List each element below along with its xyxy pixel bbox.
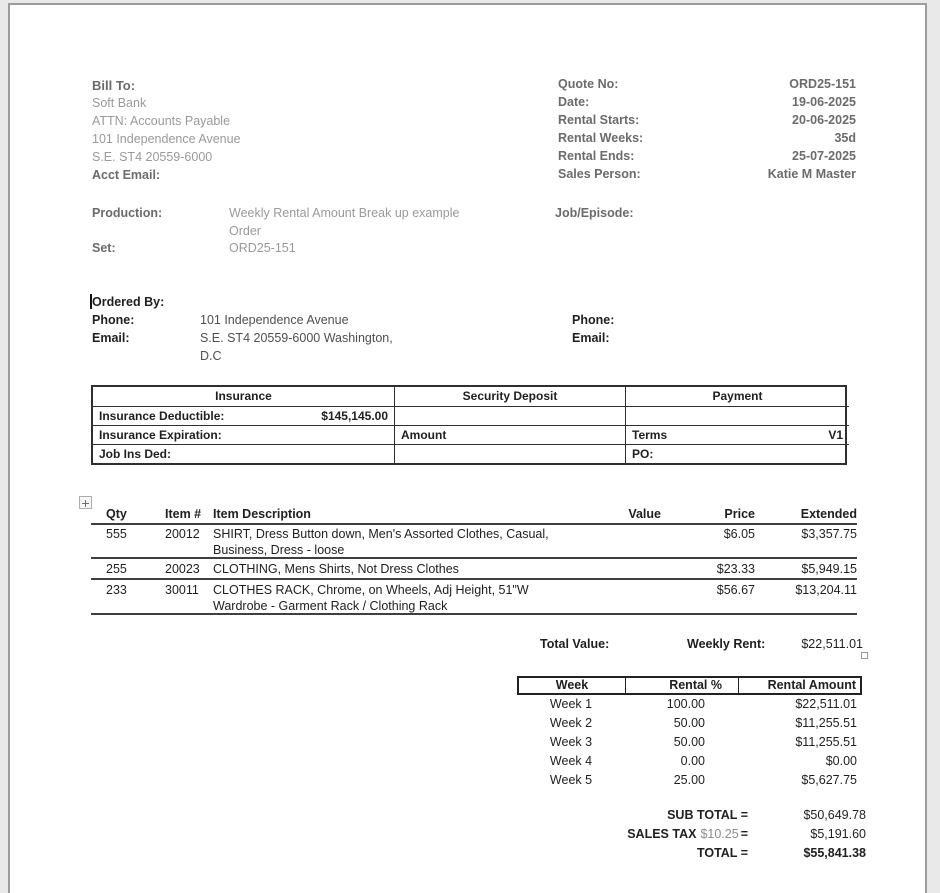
- rental-ends-value: 25-07-2025: [792, 149, 856, 163]
- week-amount: $22,511.01: [795, 697, 857, 711]
- weekly-rent-value: $22,511.01: [801, 637, 863, 651]
- security-deposit-empty-cell: [395, 406, 626, 425]
- week-header: Week: [555, 678, 589, 692]
- items-row-rule: [91, 578, 857, 580]
- set-label: Set:: [92, 241, 116, 255]
- total-value: $55,841.38: [803, 846, 866, 860]
- week-name: Week 3: [549, 735, 593, 749]
- sales-tax-equals: =: [740, 827, 748, 841]
- bill-to-label: Bill To:: [92, 78, 136, 93]
- email-value-line2: D.C: [200, 349, 222, 363]
- extended-header: Extended: [800, 507, 857, 521]
- week-pct: 50.00: [673, 735, 705, 749]
- acct-email-label: Acct Email:: [92, 168, 161, 182]
- item-qty: 233: [106, 583, 127, 597]
- item-desc-line1: CLOTHING, Mens Shirts, Not Dress Clothes: [213, 562, 459, 576]
- week-name: Week 1: [549, 697, 593, 711]
- set-value: ORD25-151: [229, 241, 296, 255]
- terms-label: Terms: [632, 428, 668, 442]
- amount-cell: Amount: [395, 425, 626, 444]
- bill-to-address1: 101 Independence Avenue: [92, 132, 241, 146]
- item-price: $23.33: [716, 562, 755, 576]
- sales-tax-rate: $10.25: [700, 827, 739, 841]
- items-bottom-rule: [91, 613, 857, 615]
- insurance-deductible-cell: [93, 406, 395, 425]
- bill-to-address2: S.E. ST4 20559-6000: [92, 150, 213, 164]
- job-ins-ded-cell: Job Ins Ded:: [93, 444, 395, 463]
- item-qty: 555: [106, 527, 127, 541]
- item-qty: 255: [106, 562, 127, 576]
- insurance-header: Insurance: [93, 387, 395, 406]
- total-value-label: Total Value:: [540, 637, 610, 651]
- week-name: Week 2: [549, 716, 593, 730]
- description-header: Item Description: [213, 507, 311, 521]
- right-email-label: Email:: [572, 331, 610, 345]
- week-amount: $11,255.51: [795, 716, 857, 730]
- rental-starts-label: Rental Starts:: [558, 113, 640, 127]
- item-number: 20012: [165, 527, 200, 541]
- qty-header: Qty: [106, 507, 127, 521]
- email-label: Email:: [92, 331, 130, 345]
- sales-tax-text: SALES TAX: [627, 827, 697, 841]
- phone-label: Phone:: [92, 313, 135, 327]
- item-price: $6.05: [723, 527, 755, 541]
- security-deposit-header: Security Deposit: [395, 387, 626, 406]
- payment-empty-cell: [626, 406, 849, 425]
- rental-pct-header: Rental %: [625, 678, 738, 693]
- plus-icon: [85, 500, 87, 507]
- email-value-line1: S.E. ST4 20559-6000 Washington,: [200, 331, 393, 345]
- week-pct: 50.00: [673, 716, 705, 730]
- item-desc-line2: Business, Dress - loose: [213, 543, 345, 557]
- terms-value: V1: [828, 428, 843, 442]
- date-value: 19-06-2025: [792, 95, 856, 109]
- week-name: Week 5: [549, 773, 593, 787]
- week-amount: $0.00: [825, 754, 857, 768]
- item-extended: $13,204.11: [795, 583, 857, 597]
- table-move-handle-icon[interactable]: [79, 496, 92, 509]
- week-pct: 0.00: [680, 754, 705, 768]
- right-phone-label: Phone:: [572, 313, 615, 327]
- week-pct: 100.00: [666, 697, 705, 711]
- item-price: $56.67: [716, 583, 755, 597]
- item-extended: $3,357.75: [801, 527, 857, 541]
- quote-no-label: Quote No:: [558, 77, 619, 91]
- po-cell: PO:: [626, 444, 849, 463]
- terms-cell: [626, 425, 849, 444]
- item-number: 30011: [165, 583, 199, 597]
- sales-tax-value: $5,191.60: [810, 827, 866, 841]
- insurance-table: [91, 385, 847, 465]
- subtotal-label: SUB TOTAL =: [667, 808, 748, 822]
- subtotal-value: $50,649.78: [803, 808, 866, 822]
- week-amount: $5,627.75: [801, 773, 857, 787]
- week-name: Week 4: [549, 754, 593, 768]
- date-label: Date:: [558, 95, 590, 109]
- item-desc-line1: SHIRT, Dress Button down, Men's Assorted Clothes, Casual,: [213, 527, 549, 541]
- rental-weeks-value: 35d: [834, 131, 856, 145]
- total-label: TOTAL =: [696, 846, 748, 860]
- production-value-line1: Weekly Rental Amount Break up example: [229, 206, 460, 220]
- insurance-expiration-cell: Insurance Expiration:: [93, 425, 395, 444]
- sales-tax-label: [448, 827, 748, 842]
- item-desc-line1: CLOTHES RACK, Chrome, on Wheels, Adj Height, 51"W: [213, 583, 529, 597]
- items-header-rule: [91, 523, 857, 525]
- item-no-header: Item #: [165, 507, 202, 521]
- sales-person-label: Sales Person:: [558, 167, 641, 181]
- insurance-deductible-label: Insurance Deductible:: [99, 409, 225, 423]
- rental-starts-value: 20-06-2025: [792, 113, 856, 127]
- table-resize-handle[interactable]: [861, 652, 868, 659]
- item-desc-line2: Wardrobe - Garment Rack / Clothing Rack: [213, 599, 448, 613]
- production-value-line2: Order: [229, 224, 261, 238]
- items-row-rule: [91, 557, 857, 559]
- quote-no-value: ORD25-151: [789, 77, 856, 91]
- weeks-table-header: [517, 676, 862, 695]
- week-amount: $11,255.51: [795, 735, 857, 749]
- week-pct: 25.00: [673, 773, 705, 787]
- job-episode-label: Job/Episode:: [555, 206, 634, 220]
- bill-to-company: Soft Bank: [92, 96, 147, 110]
- payment-header: Payment: [712, 389, 763, 403]
- item-extended: $5,949.15: [801, 562, 857, 576]
- weekly-rent-label: Weekly Rent:: [687, 637, 766, 651]
- rental-amount-header: Rental Amount: [738, 678, 860, 693]
- rental-ends-label: Rental Ends:: [558, 149, 635, 163]
- phone-value: 101 Independence Avenue: [200, 313, 349, 327]
- item-number: 20023: [165, 562, 200, 576]
- value-header: Value: [628, 507, 661, 521]
- price-header: Price: [724, 507, 755, 521]
- rental-weeks-label: Rental Weeks:: [558, 131, 644, 145]
- insurance-deductible-value: $145,145.00: [321, 409, 388, 423]
- ordered-by-label: Ordered By:: [92, 295, 165, 309]
- sales-person-value: Katie M Master: [767, 167, 856, 181]
- production-label: Production:: [92, 206, 163, 220]
- security-deposit-empty-cell-2: [395, 444, 626, 463]
- bill-to-attn: ATTN: Accounts Payable: [92, 114, 231, 128]
